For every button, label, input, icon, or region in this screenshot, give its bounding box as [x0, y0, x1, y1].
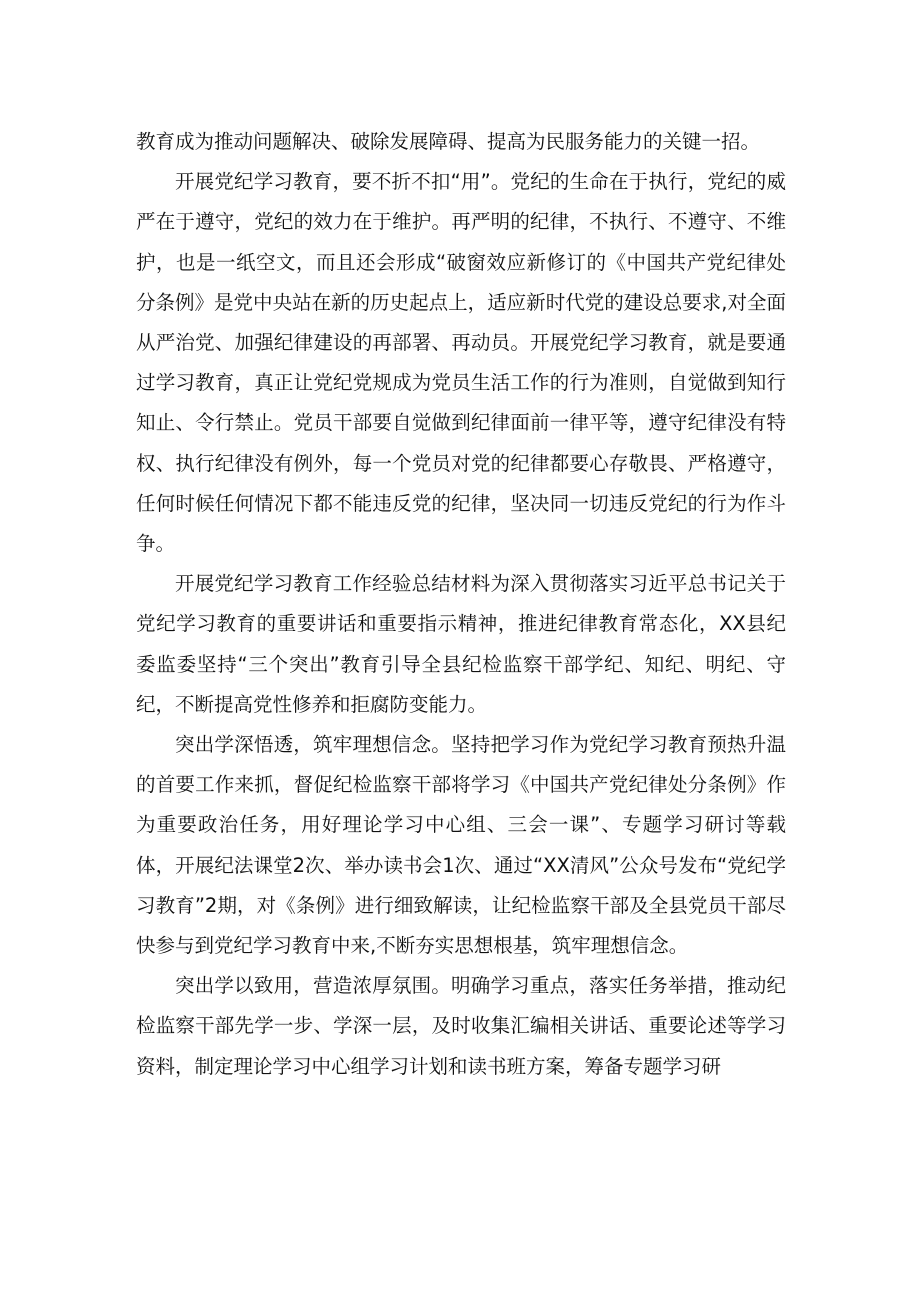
paragraph-study-deeply: 突出学深悟透，筑牢理想信念。坚持把学习作为党纪学习教育预热升温的首要工作来抓，督促纪检监察干部将学习《中国共产党纪律处分条例》作为重要政治任务，用好理论学习中心组、三会一课”、专题学习研讨等载体，开展纪法课堂2次、举办读书会1次、通过“XX清风”公众号发布“党纪学习教育”2期，对《条例》进行细致解读，让纪检监察干部及全县党员干部尽快参与到党纪学习教育中来,不断夯实思想根基，筑牢理想信念。	[136, 733, 786, 958]
paragraph-summary: 开展党纪学习教育工作经验总结材料为深入贯彻落实习近平总书记关于党纪学习教育的重要讲话和重要指示精神，推进纪律教育常态化，XX县纪委监委坚持“三个突出”教育引导全县纪检监察干部学纪、知纪、明纪、守纪，不断提高党性修养和拒腐防变能力。	[136, 572, 786, 716]
paragraph-continuation: 教育成为推动问题解决、破除发展障碍、提高为民服务能力的关键一招。	[136, 130, 761, 153]
paragraph-apply-learning: 突出学以致用，营造浓厚氛围。明确学习重点，落实任务举措，推动纪检监察干部先学一步、学深一层，及时收集汇编相关讲话、重要论述等学习资料，制定理论学习中心组学习计划和读书班方案，筹备专题学习研	[136, 974, 786, 1078]
paragraph-implementation: 开展党纪学习教育，要不折不扣“用”。党纪的生命在于执行，党纪的威严在于遵守，党纪的效力在于维护。再严明的纪律，不执行、不遵守、不维护，也是一纸空文，而且还会形成“破窗效应新修订的《中国共产党纪律处分条例》是党中央站在新的历史起点上，适应新时代党的建设总要求,对全面从严治党、加强纪律建设的再部署、再动员。开展党纪学习教育，就是要通过学习教育，真正让党纪党规成为党员生活工作的行为准则，自觉做到知行知止、令行禁止。党员干部要自觉做到纪律面前一律平等，遵守纪律没有特权、执行纪律没有例外，每一个党员对党的纪律都要心存敬畏、严格遵守，任何时候任何情况下都不能违反党的纪律，坚决同一切违反党纪的行为作斗争。	[136, 170, 786, 556]
document-body	[136, 122, 786, 1087]
